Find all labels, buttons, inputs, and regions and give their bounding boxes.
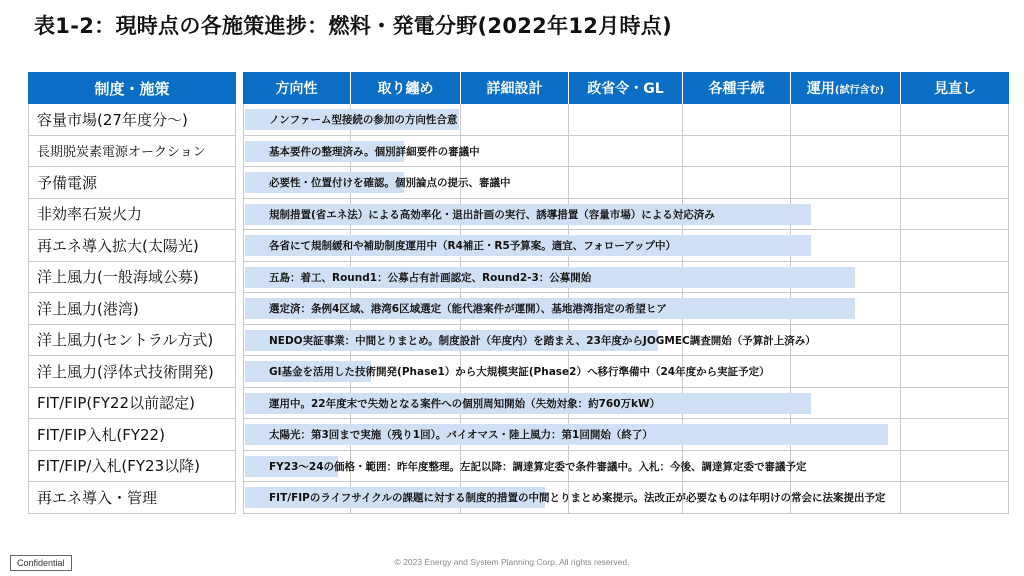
progress-status-text: NEDO実証事業：中間とりまとめ。制度設計（年度内）を踏まえ、23年度からJOGMEC調査開始（予算計上済み） [269,334,816,347]
stage-header-label: 見直し [934,81,976,97]
grid-cell [683,136,791,167]
confidential-badge: Confidential [10,555,72,571]
stage-header [569,72,683,104]
stage-header [901,72,1009,104]
grid-cell [683,104,791,135]
progress-row [243,230,1009,262]
progress-status-text: 運用中。22年度末で失効となる案件への個別周知開始（失効対象：約760万kW） [269,397,661,410]
policy-name: 非効率石炭火力 [28,199,236,231]
policy-name: 洋上風力(セントラル方式) [28,325,236,357]
stage-header-row [243,72,1009,104]
progress-status-text: 選定済：条例4区域、港湾6区域選定（能代港案件が運開）、基地港湾指定の希望ヒア [269,303,667,315]
policy-name: 長期脱炭素電源オークション [28,136,236,168]
progress-row [243,419,1009,451]
grid-cell [901,419,1009,450]
page-title: 表1-2：現時点の各施策進捗：燃料・発電分野(2022年12月時点) [34,14,673,38]
stage-header [461,72,569,104]
progress-row [243,482,1009,514]
grid-cell [901,293,1009,324]
grid-cell [569,136,683,167]
progress-row [243,167,1009,199]
progress-status-text: 太陽光：第3回まで実施（残り1回）。バイオマス・陸上風力：第1回開始（終了） [269,429,653,441]
stage-header-label: 取り纏め [377,81,434,97]
policy-name: 洋上風力(一般海域公募) [28,262,236,294]
stage-header [243,72,351,104]
progress-rows [243,104,1009,514]
policy-name: 洋上風力(浮体式技術開発) [28,356,236,388]
grid-cell [901,199,1009,230]
grid-cell [901,104,1009,135]
progress-row [243,293,1009,325]
progress-row [243,388,1009,420]
grid-cell [901,451,1009,482]
stage-header [351,72,461,104]
policy-name: 洋上風力(港湾) [28,293,236,325]
progress-row [243,451,1009,483]
stage-header-note: (試行含む) [834,84,885,96]
progress-status-text: 規制措置(省エネ法）による高効率化・退出計画の実行、誘導措置（容量市場）による対応済み [269,208,715,221]
grid-cell [791,167,901,198]
stage-header-label: 方向性 [275,81,318,97]
policy-name: FIT/FIP/入札(FY23以降) [28,451,236,483]
grid-cell [683,167,791,198]
progress-row [243,136,1009,168]
progress-status-text: FIT/FIPのライフサイクルの課題に対する制度的措置の中間とりまとめ案提示。法改正が必要なものは年明けの常会に法案提出予定 [269,492,886,504]
policy-name: FIT/FIP(FY22以前認定) [28,388,236,420]
progress-status-text: ノンファーム型接続の参加の方向性合意 [269,114,458,126]
grid-cell [901,482,1009,513]
progress-status-text: 必要性・位置付けを確認。個別論点の提示、審議中 [269,177,511,189]
progress-status-text: 各省にて規制緩和や補助制度運用中（R4補正・R5予算案。適宜、フォローアップ中） [269,240,676,252]
grid-cell [791,451,901,482]
progress-row [243,356,1009,388]
stage-header [791,72,901,104]
grid-cell [461,104,569,135]
progress-status-text: 五島：着工、Round1：公募占有計画認定、Round2-3：公募開始 [269,271,592,284]
policy-name: 予備電源 [28,167,236,199]
progress-row [243,262,1009,294]
policy-column-header: 制度・施策 [28,72,236,104]
progress-row [243,325,1009,357]
grid-cell [901,136,1009,167]
stage-header [683,72,791,104]
policy-name: 再エネ導入・管理 [28,482,236,514]
grid-cell [901,167,1009,198]
policy-name: FIT/FIP入札(FY22) [28,419,236,451]
progress-status-text: GI基金を活用した技術開発(Phase1）から大規模実証(Phase2）へ移行準備中（24年度から実証予定） [269,366,770,378]
grid-cell [791,356,901,387]
progress-grid [243,72,1009,514]
grid-cell [901,388,1009,419]
stage-header-label: 詳細設計 [486,81,543,97]
progress-row [243,104,1009,136]
policy-table [28,72,236,514]
grid-cell [791,136,901,167]
grid-cell [901,356,1009,387]
grid-cell [901,262,1009,293]
progress-status-text: 基本要件の整理済み。個別詳細要件の審議中 [269,145,480,158]
progress-row [243,199,1009,231]
grid-cell [569,167,683,198]
policy-name: 再エネ導入拡大(太陽光) [28,230,236,262]
stage-header-label: 運用 [806,81,835,97]
grid-cell [901,325,1009,356]
stage-header-label: 各種手続 [708,81,765,97]
stage-header-label: 政省令・GL [587,81,664,97]
policy-name: 容量市場(27年度分～) [28,104,236,136]
grid-cell [901,230,1009,261]
copyright-text: © 2023 Energy and System Planning Corp. All rights reserved. [394,557,630,567]
progress-status-text: FY23～24の価格・範囲：昨年度整理。左記以降：調達算定委で条件審議中。入札：今後、調達算定委で審議予定 [269,460,807,473]
grid-cell [569,104,683,135]
grid-cell [791,104,901,135]
